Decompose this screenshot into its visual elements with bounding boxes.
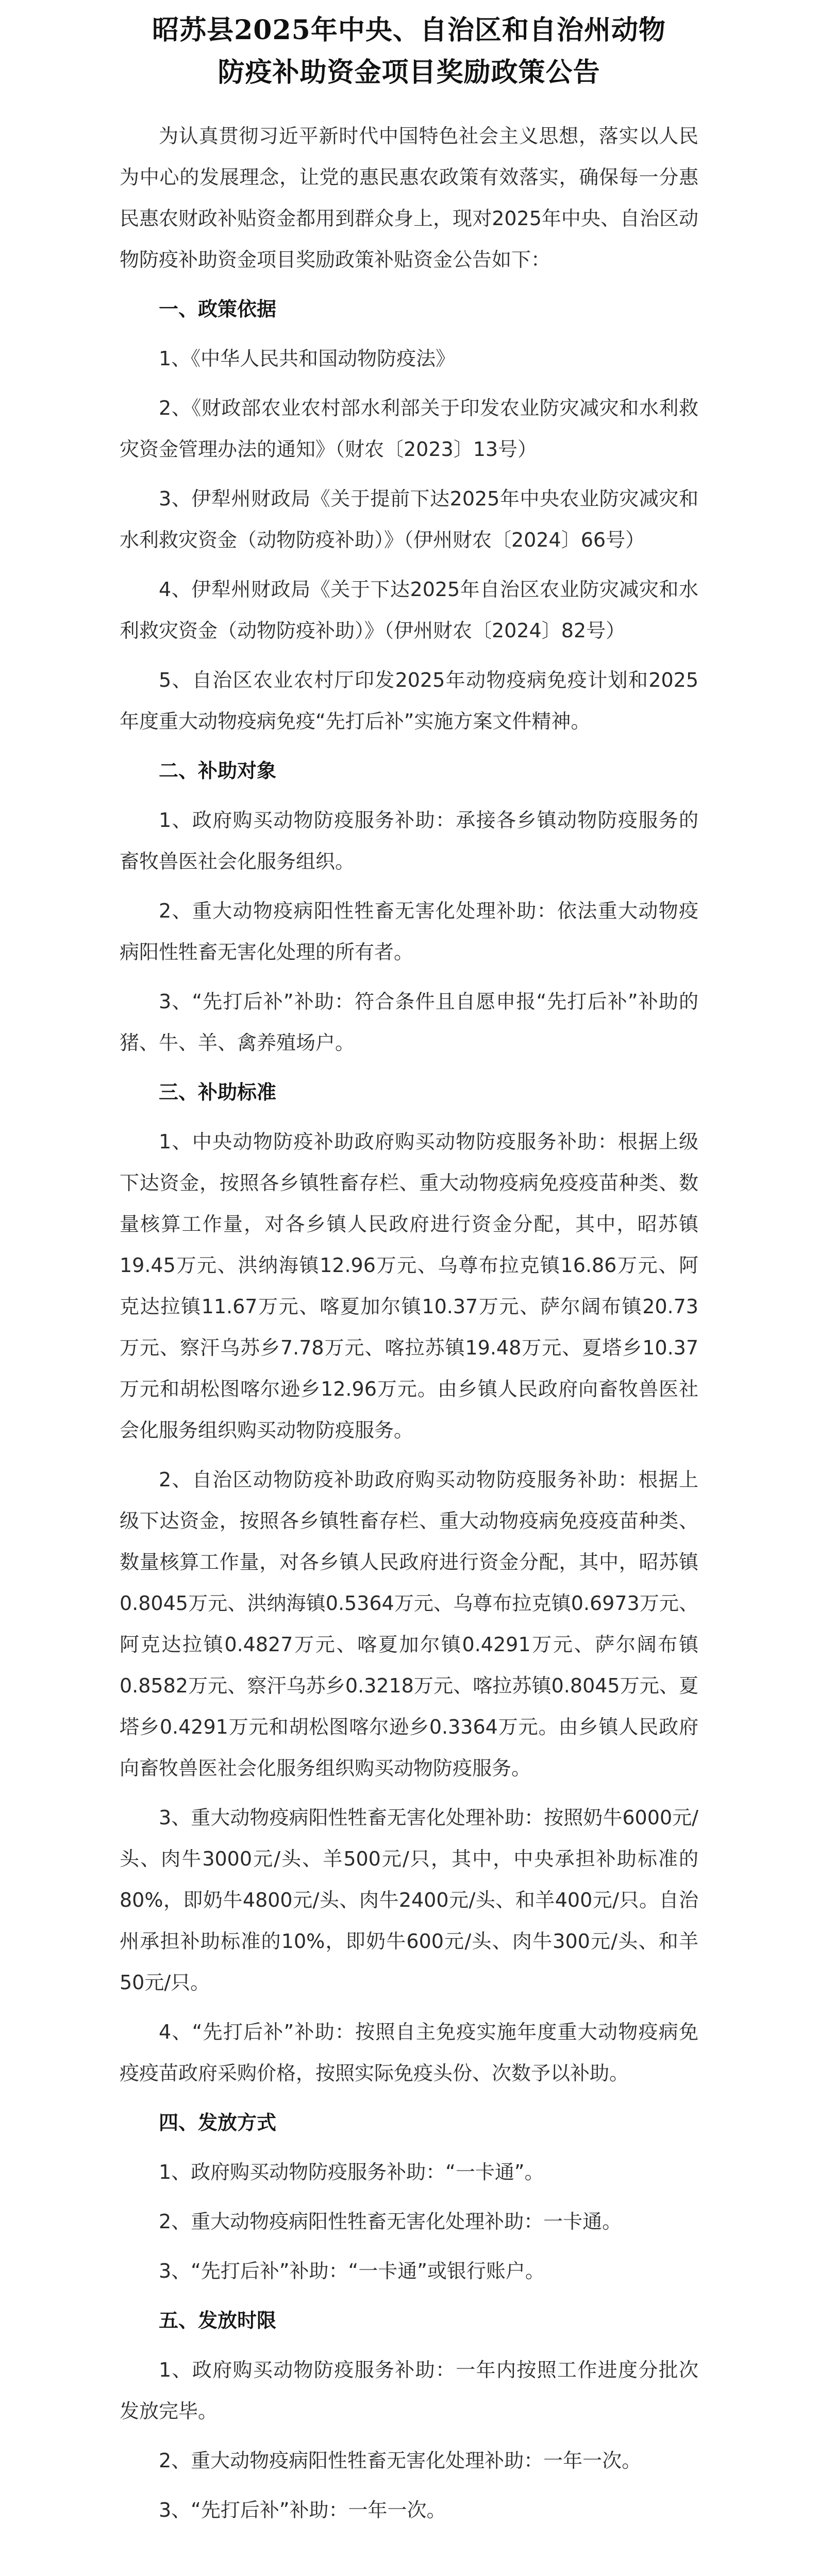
list-item: 1、政府购买动物防疫服务补助：“一卡通”。 [159,2161,544,2183]
list-item: 3、重大动物疫病阳性牲畜无害化处理补助：按照奶牛6000元/头、肉牛3000元/头、羊500元/只，其中，中央承担补助标准的80%，即奶牛4800元/头、肉牛2400元/头、和羊400元/只。自治州承担补助标准的10%，即奶牛600元/头、肉牛300元/头、和羊50元/只。 [120,1806,698,1994]
list-item: 3、伊犁州财政局《关于提前下达2025年中央农业防灾减灾和水利救灾资金（动物防疫补助）》（伊州财农〔2024〕66号） [120,487,698,551]
list-item: 1、政府购买动物防疫服务补助：一年内按照工作进度分批次发放完毕。 [120,2359,698,2422]
list-item: 2、重大动物疫病阳性牲畜无害化处理补助：一年一次。 [159,2449,642,2472]
title-line-1: 昭苏县2025年中央、自治区和自治州动物 [152,14,666,46]
list-item: 3、“先打后补”补助：一年一次。 [159,2499,446,2521]
list-item: 1、中央动物防疫补助政府购买动物防疫服务补助：根据上级下达资金，按照各乡镇牲畜存栏、重大动物疫病免疫疫苗种类、数量核算工作量，对各乡镇人民政府进行资金分配，其中，昭苏镇19.45万元、洪纳海镇12.96万元、乌尊布拉克镇16.86万元、阿克达拉镇11.67万元、喀夏加尔镇10.37万元、萨尔阔布镇20.73万元、察汗乌苏乡7.78万元、喀拉苏镇19.48万元、夏塔乡10.37万元和胡松图喀尔逊乡12.96万元。由乡镇人民政府向畜牧兽医社会化服务组织购买动物防疫服务。 [120,1130,698,1442]
section-heading: 二、补助对象 [159,759,277,782]
section-subsidy-recipients [120,750,698,1063]
list-item: 5、自治区农业农村厅印发2025年动物疫病免疫计划和2025年度重大动物疫病免疫“先打后补”实施方案文件精神。 [120,669,698,733]
page-title [120,9,698,94]
title-line-2: 防疫补助资金项目奖励政策公告 [218,57,600,88]
section-payment-method [120,2102,698,2292]
section-heading: 三、补助标准 [159,1081,277,1104]
section-heading: 五、发放时限 [159,2309,277,2332]
list-item: 2、自治区动物防疫补助政府购买动物防疫服务补助：根据上级下达资金，按照各乡镇牲畜存栏、重大动物疫病免疫疫苗种类、数量核算工作量，对各乡镇人民政府进行资金分配，其中，昭苏镇0.8045万元、洪纳海镇0.5364万元、乌尊布拉克镇0.6973万元、阿克达拉镇0.4827万元、喀夏加尔镇0.4291万元、萨尔阔布镇0.8582万元、察汗乌苏乡0.3218万元、喀拉苏镇0.8045万元、夏塔乡0.4291万元和胡松图喀尔逊乡0.3364万元。由乡镇人民政府向畜牧兽医社会化服务组织购买动物防疫服务。 [120,1468,699,1780]
section-heading: 一、政策依据 [159,298,277,320]
list-item: 3、“先打后补”补助：符合条件且自愿申报“先打后补”补助的猪、牛、羊、禽养殖场户。 [120,990,698,1054]
list-item: 4、“先打后补”补助：按照自主免疫实施年度重大动物疫病免疫疫苗政府采购价格，按照实际免疫头份、次数予以补助。 [120,2021,698,2084]
list-item: 2、重大动物疫病阳性牲畜无害化处理补助：一卡通。 [159,2210,622,2233]
list-item: 1、政府购买动物防疫服务补助：承接各乡镇动物防疫服务的畜牧兽医社会化服务组织。 [120,809,698,873]
list-item: 2、重大动物疫病阳性牲畜无害化处理补助：依法重大动物疫病阳性牲畜无害化处理的所有者。 [120,900,698,963]
intro-paragraph: 为认真贯彻习近平新时代中国特色社会主义思想，落实以人民为中心的发展理念，让党的惠民惠农政策有效落实，确保每一分惠民惠农财政补贴资金都用到群众身上，现对2025年中央、自治区动物防疫补助资金项目奖励政策补贴资金公告如下： [120,125,698,271]
section-heading: 四、发放方式 [159,2111,277,2134]
section-subsidy-standards [120,1072,698,2094]
section-policy-basis [120,289,698,742]
section-payment-timeline [120,2300,698,2531]
list-item: 2、《财政部农业农村部水利部关于印发农业防灾减灾和水利救灾资金管理办法的通知》（财农〔2023〕13号） [120,397,698,461]
list-item: 1、《中华人民共和国动物防疫法》 [159,347,456,370]
list-item: 4、伊犁州财政局《关于下达2025年自治区农业防灾减灾和水利救灾资金（动物防疫补助）》（伊州财农〔2024〕82号） [120,578,698,642]
list-item: 3、“先打后补”补助：“一卡通”或银行账户。 [159,2260,545,2282]
